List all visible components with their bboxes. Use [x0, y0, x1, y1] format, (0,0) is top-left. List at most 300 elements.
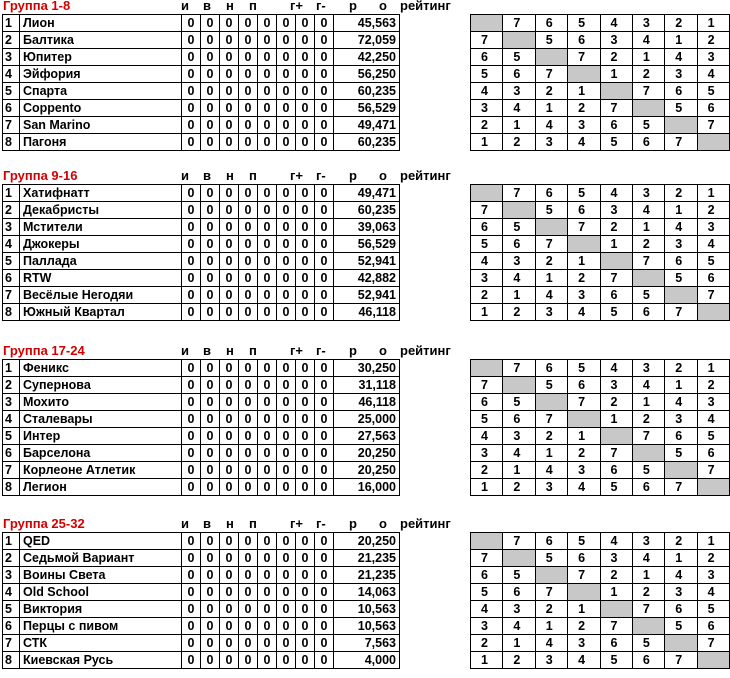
stat-r: 0 [296, 134, 315, 151]
row-number: 6 [3, 445, 20, 462]
matrix-cell: 1 [535, 618, 567, 635]
team-name: СТК [20, 635, 182, 652]
table-row [3, 618, 400, 635]
matrix-cell: 3 [471, 445, 503, 462]
stat-o: 0 [315, 411, 334, 428]
matrix-row [471, 567, 730, 584]
stat-gp: 0 [258, 462, 277, 479]
stat-gm: 0 [277, 83, 296, 100]
matrix-cell: 1 [665, 550, 697, 567]
stat-i: 0 [182, 134, 201, 151]
matrix-cell-empty [471, 360, 503, 377]
matrix-cell: 5 [697, 253, 729, 270]
team-rating: 60,235 [334, 83, 400, 100]
team-name: Соррento [20, 100, 182, 117]
row-number: 5 [3, 253, 20, 270]
matrix-cell: 3 [568, 635, 600, 652]
matrix-cell-empty [665, 287, 697, 304]
stat-v: 0 [201, 533, 220, 550]
stat-o: 0 [315, 533, 334, 550]
stat-o: 0 [315, 652, 334, 669]
stat-gp: 0 [258, 635, 277, 652]
table-row [3, 117, 400, 134]
stat-gm: 0 [277, 202, 296, 219]
stat-gm: 0 [277, 377, 296, 394]
matrix-cell: 2 [568, 618, 600, 635]
column-header-rating: рейтинг [400, 168, 451, 183]
matrix-cell: 7 [665, 479, 697, 496]
stat-v: 0 [201, 377, 220, 394]
stat-n: 0 [220, 32, 239, 49]
group-title: Группа 17-24 [3, 343, 85, 358]
table-row [3, 601, 400, 618]
matrix-cell: 3 [471, 618, 503, 635]
matrix-cell: 7 [471, 32, 503, 49]
stat-r: 0 [296, 219, 315, 236]
stat-r: 0 [296, 253, 315, 270]
stat-v: 0 [201, 236, 220, 253]
team-name: Перцы с пивом [20, 618, 182, 635]
team-rating: 10,563 [334, 601, 400, 618]
team-rating: 10,563 [334, 618, 400, 635]
team-name: Мстители [20, 219, 182, 236]
group-section [0, 345, 730, 505]
stat-r: 0 [296, 32, 315, 49]
stat-r: 0 [296, 479, 315, 496]
stat-o: 0 [315, 15, 334, 32]
stat-o: 0 [315, 635, 334, 652]
stat-v: 0 [201, 117, 220, 134]
column-header-n: н [226, 343, 234, 358]
matrix-cell: 6 [568, 377, 600, 394]
stat-i: 0 [182, 15, 201, 32]
team-rating: 4,000 [334, 652, 400, 669]
matrix-cell: 1 [568, 601, 600, 618]
column-header-r: р [349, 343, 357, 358]
matrix-cell: 7 [697, 635, 729, 652]
row-number: 7 [3, 635, 20, 652]
stat-gp: 0 [258, 428, 277, 445]
matrix-cell: 3 [697, 394, 729, 411]
matrix-cell-empty [600, 428, 632, 445]
standings-table [2, 359, 400, 496]
matrix-row [471, 100, 730, 117]
matrix-cell: 5 [600, 134, 632, 151]
matrix-row [471, 117, 730, 134]
stat-gp: 0 [258, 304, 277, 321]
stat-v: 0 [201, 601, 220, 618]
matrix-cell: 6 [632, 652, 664, 669]
matrix-cell: 2 [568, 445, 600, 462]
matrix-row [471, 601, 730, 618]
matrix-cell: 5 [471, 411, 503, 428]
matrix-cell: 2 [503, 652, 535, 669]
stat-gp: 0 [258, 394, 277, 411]
team-name: Барселона [20, 445, 182, 462]
stat-gp: 0 [258, 601, 277, 618]
stat-p: 0 [239, 134, 258, 151]
matrix-cell: 6 [535, 185, 567, 202]
team-name: San Marino [20, 117, 182, 134]
group-section [0, 0, 730, 160]
matrix-cell: 4 [600, 360, 632, 377]
matrix-cell: 4 [600, 15, 632, 32]
matrix-cell-empty [568, 584, 600, 601]
team-rating: 20,250 [334, 462, 400, 479]
row-number: 2 [3, 32, 20, 49]
matrix-cell: 1 [471, 304, 503, 321]
matrix-cell: 7 [665, 652, 697, 669]
team-rating: 56,529 [334, 100, 400, 117]
matrix-row [471, 584, 730, 601]
matrix-row [471, 134, 730, 151]
matrix-row [471, 15, 730, 32]
stat-n: 0 [220, 253, 239, 270]
matrix-cell: 2 [632, 584, 664, 601]
team-rating: 72,059 [334, 32, 400, 49]
stat-r: 0 [296, 66, 315, 83]
matrix-cell: 1 [697, 15, 729, 32]
stat-o: 0 [315, 134, 334, 151]
matrix-row [471, 32, 730, 49]
table-row [3, 652, 400, 669]
team-name: Декабристы [20, 202, 182, 219]
stat-p: 0 [239, 185, 258, 202]
group-title: Группа 1-8 [3, 0, 71, 13]
matrix-cell: 5 [471, 66, 503, 83]
column-header-r: р [349, 168, 357, 183]
stat-i: 0 [182, 202, 201, 219]
stat-gm: 0 [277, 411, 296, 428]
matrix-cell-empty [665, 635, 697, 652]
stat-v: 0 [201, 635, 220, 652]
stat-gm: 0 [277, 185, 296, 202]
stat-n: 0 [220, 360, 239, 377]
matrix-cell: 7 [568, 49, 600, 66]
table-row [3, 445, 400, 462]
matrix-cell: 2 [697, 32, 729, 49]
matrix-cell: 1 [600, 236, 632, 253]
matrix-cell: 2 [600, 219, 632, 236]
column-header-i: и [181, 516, 189, 531]
matrix-cell: 1 [600, 66, 632, 83]
matrix-cell: 5 [665, 618, 697, 635]
stat-p: 0 [239, 445, 258, 462]
stat-r: 0 [296, 635, 315, 652]
group-section [0, 170, 730, 330]
matrix-cell: 1 [471, 134, 503, 151]
matrix-cell: 5 [665, 445, 697, 462]
stat-o: 0 [315, 550, 334, 567]
matrix-cell: 6 [471, 394, 503, 411]
stat-o: 0 [315, 49, 334, 66]
stat-gp: 0 [258, 618, 277, 635]
team-name: Южный Квартал [20, 304, 182, 321]
row-number: 3 [3, 49, 20, 66]
matrix-cell: 6 [665, 83, 697, 100]
stat-gp: 0 [258, 550, 277, 567]
matrix-cell-empty [665, 117, 697, 134]
matrix-row [471, 270, 730, 287]
stat-i: 0 [182, 185, 201, 202]
team-rating: 30,250 [334, 360, 400, 377]
table-row [3, 394, 400, 411]
stat-gm: 0 [277, 394, 296, 411]
table-row [3, 533, 400, 550]
stat-gm: 0 [277, 550, 296, 567]
team-name: Джокеры [20, 236, 182, 253]
stat-gm: 0 [277, 635, 296, 652]
row-number: 4 [3, 584, 20, 601]
matrix-row [471, 618, 730, 635]
row-number: 6 [3, 618, 20, 635]
team-rating: 60,235 [334, 202, 400, 219]
matrix-cell: 4 [535, 462, 567, 479]
matrix-cell: 4 [535, 635, 567, 652]
column-header-gp: г+ [290, 343, 304, 358]
team-rating: 31,118 [334, 377, 400, 394]
matrix-cell-empty [632, 618, 664, 635]
team-name: RTW [20, 270, 182, 287]
table-row [3, 287, 400, 304]
matrix-cell: 3 [665, 236, 697, 253]
stat-i: 0 [182, 533, 201, 550]
matrix-cell-empty [697, 134, 729, 151]
stat-p: 0 [239, 49, 258, 66]
matrix-cell: 5 [632, 635, 664, 652]
matrix-row [471, 304, 730, 321]
stat-gp: 0 [258, 202, 277, 219]
matrix-cell: 3 [568, 287, 600, 304]
column-header-n: н [226, 516, 234, 531]
matrix-cell: 3 [665, 411, 697, 428]
matrix-cell: 2 [535, 83, 567, 100]
matrix-cell: 4 [568, 652, 600, 669]
matrix-cell: 4 [535, 117, 567, 134]
stat-gp: 0 [258, 652, 277, 669]
matrix-cell: 3 [632, 15, 664, 32]
stat-o: 0 [315, 428, 334, 445]
table-row [3, 49, 400, 66]
stat-gm: 0 [277, 100, 296, 117]
matrix-cell: 4 [471, 601, 503, 618]
matrix-cell-empty [568, 66, 600, 83]
stat-n: 0 [220, 236, 239, 253]
stat-n: 0 [220, 411, 239, 428]
stat-gp: 0 [258, 185, 277, 202]
stat-o: 0 [315, 219, 334, 236]
stat-n: 0 [220, 49, 239, 66]
matrix-cell: 2 [471, 635, 503, 652]
stat-i: 0 [182, 287, 201, 304]
stat-o: 0 [315, 304, 334, 321]
stat-gm: 0 [277, 117, 296, 134]
stat-n: 0 [220, 66, 239, 83]
matrix-cell: 3 [503, 253, 535, 270]
stat-r: 0 [296, 202, 315, 219]
matrix-cell: 7 [535, 66, 567, 83]
standings-table [2, 14, 400, 151]
matrix-cell: 1 [535, 445, 567, 462]
stat-i: 0 [182, 270, 201, 287]
stat-n: 0 [220, 202, 239, 219]
team-rating: 42,250 [334, 49, 400, 66]
matrix-cell: 1 [632, 567, 664, 584]
matrix-cell: 7 [471, 377, 503, 394]
column-header-v: в [203, 343, 211, 358]
matrix-cell-empty [471, 185, 503, 202]
row-number: 4 [3, 411, 20, 428]
stat-gp: 0 [258, 49, 277, 66]
stat-n: 0 [220, 584, 239, 601]
matrix-cell-empty [697, 652, 729, 669]
table-row [3, 185, 400, 202]
team-name: Балтика [20, 32, 182, 49]
stat-v: 0 [201, 219, 220, 236]
matrix-row [471, 394, 730, 411]
matrix-cell: 3 [665, 66, 697, 83]
matrix-cell: 5 [665, 270, 697, 287]
stat-v: 0 [201, 66, 220, 83]
column-header-o: о [379, 516, 387, 531]
matrix-cell: 3 [632, 533, 664, 550]
matrix-cell: 1 [471, 652, 503, 669]
row-number: 7 [3, 287, 20, 304]
matrix-cell-empty [471, 15, 503, 32]
matrix-cell: 7 [568, 567, 600, 584]
matrix-cell: 5 [535, 377, 567, 394]
stat-i: 0 [182, 567, 201, 584]
team-name: Хатифнатт [20, 185, 182, 202]
stat-v: 0 [201, 32, 220, 49]
stat-p: 0 [239, 287, 258, 304]
stat-gm: 0 [277, 219, 296, 236]
row-number: 1 [3, 15, 20, 32]
matrix-cell: 7 [568, 219, 600, 236]
matrix-cell: 7 [568, 394, 600, 411]
stat-n: 0 [220, 394, 239, 411]
row-number: 2 [3, 550, 20, 567]
stat-i: 0 [182, 66, 201, 83]
schedule-matrix [470, 359, 730, 496]
stat-v: 0 [201, 202, 220, 219]
team-rating: 56,250 [334, 66, 400, 83]
stat-o: 0 [315, 479, 334, 496]
matrix-cell: 7 [665, 304, 697, 321]
stat-p: 0 [239, 618, 258, 635]
stat-gp: 0 [258, 236, 277, 253]
matrix-row [471, 219, 730, 236]
matrix-cell: 1 [471, 479, 503, 496]
matrix-cell: 4 [697, 66, 729, 83]
stat-gm: 0 [277, 567, 296, 584]
matrix-cell: 4 [471, 83, 503, 100]
stat-gm: 0 [277, 134, 296, 151]
team-name: Седьмой Вариант [20, 550, 182, 567]
matrix-cell: 4 [665, 567, 697, 584]
team-name: Лион [20, 15, 182, 32]
stat-p: 0 [239, 601, 258, 618]
matrix-cell: 6 [665, 428, 697, 445]
stat-p: 0 [239, 236, 258, 253]
matrix-cell: 1 [665, 202, 697, 219]
matrix-row [471, 652, 730, 669]
matrix-cell: 4 [471, 428, 503, 445]
matrix-row [471, 253, 730, 270]
matrix-cell: 2 [697, 202, 729, 219]
stat-n: 0 [220, 428, 239, 445]
matrix-cell: 2 [503, 134, 535, 151]
table-row [3, 550, 400, 567]
stat-gm: 0 [277, 445, 296, 462]
matrix-cell: 4 [503, 100, 535, 117]
column-header-v: в [203, 168, 211, 183]
matrix-cell: 3 [471, 100, 503, 117]
matrix-cell: 6 [697, 100, 729, 117]
stat-n: 0 [220, 100, 239, 117]
row-number: 5 [3, 83, 20, 100]
matrix-cell: 3 [600, 32, 632, 49]
column-header-gm: г- [316, 343, 326, 358]
matrix-cell: 4 [535, 287, 567, 304]
column-header-o: о [379, 343, 387, 358]
matrix-cell-empty [697, 479, 729, 496]
matrix-cell: 5 [503, 49, 535, 66]
stat-gm: 0 [277, 15, 296, 32]
team-name: Киевская Русь [20, 652, 182, 669]
matrix-cell: 6 [568, 550, 600, 567]
matrix-cell: 7 [600, 270, 632, 287]
matrix-cell: 4 [600, 533, 632, 550]
column-header-i: и [181, 0, 189, 13]
table-row [3, 304, 400, 321]
matrix-cell: 6 [600, 287, 632, 304]
stat-v: 0 [201, 652, 220, 669]
stat-p: 0 [239, 100, 258, 117]
matrix-cell: 3 [503, 601, 535, 618]
matrix-cell: 6 [471, 49, 503, 66]
column-header-v: в [203, 0, 211, 13]
stat-gp: 0 [258, 134, 277, 151]
matrix-cell-empty [568, 236, 600, 253]
stat-r: 0 [296, 618, 315, 635]
stat-p: 0 [239, 117, 258, 134]
team-name: Эйфория [20, 66, 182, 83]
matrix-cell: 6 [632, 134, 664, 151]
column-header-v: в [203, 516, 211, 531]
matrix-cell-empty [632, 445, 664, 462]
stat-v: 0 [201, 618, 220, 635]
matrix-cell: 4 [600, 185, 632, 202]
column-header-i: и [181, 343, 189, 358]
matrix-row [471, 360, 730, 377]
stat-p: 0 [239, 550, 258, 567]
matrix-cell: 2 [632, 411, 664, 428]
stat-i: 0 [182, 428, 201, 445]
stat-v: 0 [201, 253, 220, 270]
stat-gp: 0 [258, 567, 277, 584]
table-row [3, 567, 400, 584]
stat-o: 0 [315, 100, 334, 117]
stat-r: 0 [296, 117, 315, 134]
group-title: Группа 25-32 [3, 516, 85, 531]
column-header-rating: рейтинг [400, 0, 451, 13]
stat-n: 0 [220, 219, 239, 236]
column-header-p: п [249, 516, 257, 531]
matrix-cell-empty [697, 304, 729, 321]
row-number: 5 [3, 428, 20, 445]
row-number: 7 [3, 462, 20, 479]
